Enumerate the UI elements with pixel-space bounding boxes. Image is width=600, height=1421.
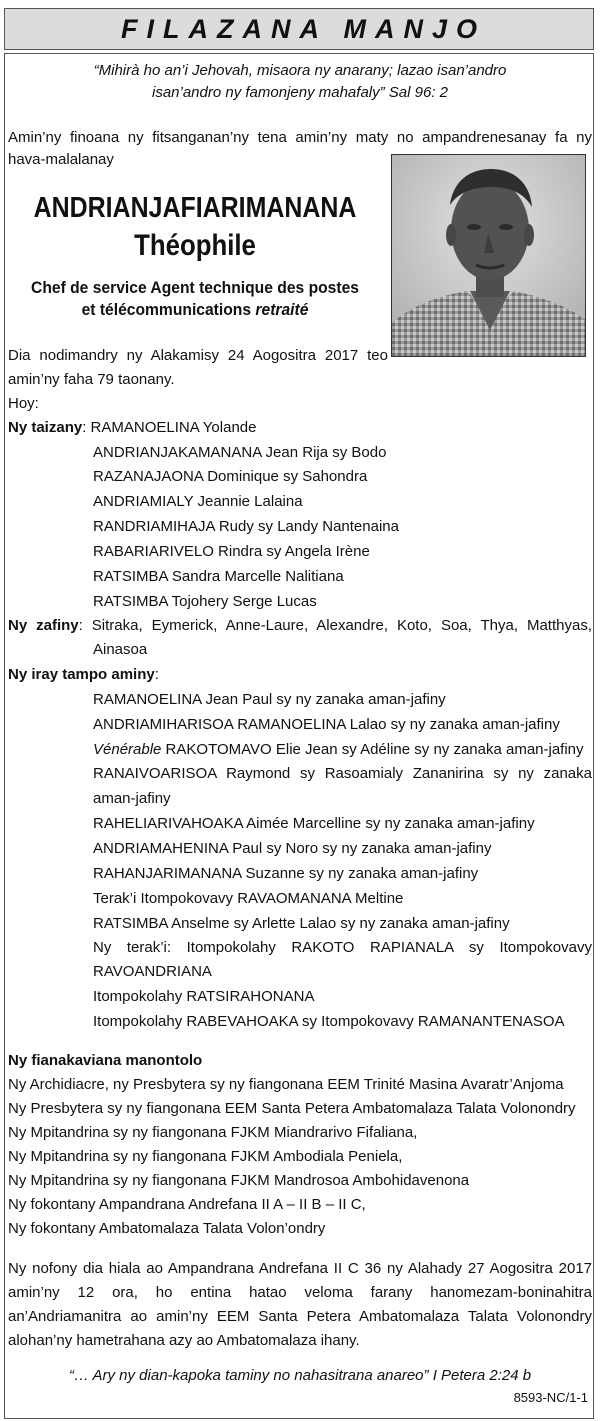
hoy-label: Hoy: [8, 395, 39, 412]
list-item: RANAIVOARISOA Raymond sy Rasoamialy Zananirina sy ny zanaka [93, 765, 592, 782]
list-item: ANDRIAMIALY Jeannie Lalaina [93, 493, 303, 510]
list-item: RAMANOELINA Jean Paul sy ny zanaka aman-jafiny [93, 691, 446, 708]
list-item: Ny Presbytera sy ny fiangonana EEM Santa Petera Ambatomalaza Talata Volonondry [8, 1100, 576, 1117]
list-item: Ny fokontany Ampandrana Andrefana II A – II B – II C, [8, 1196, 366, 1213]
reference-code: 8593-NC/1-1 [513, 1390, 588, 1405]
list-item: RATSIMBA Tojohery Serge Lucas [93, 593, 317, 610]
list-item: RANDRIAMIHAJA Rudy sy Landy Nantenaina [93, 518, 399, 535]
intro-line-1: Amin’ny finoana ny fitsanganan’ny tena amin’ny maty no ampandrenesanay fa ny [8, 129, 592, 146]
list-item: aman-jafiny [93, 790, 171, 807]
banner-title: FILAZANA MANJO [121, 14, 486, 44]
deceased-title-line-1: Chef de service Agent technique des postes [31, 278, 359, 297]
list-item: Itompokolahy RATSIRAHONANA [93, 988, 315, 1005]
list-item: RAZANAJAONA Dominique sy Sahondra [93, 468, 368, 485]
zafiny-line-2: Ainasoa [93, 641, 148, 658]
list-item: Ny Mpitandrina sy ny fiangonana FJKM Miandrarivo Fifaliana, [8, 1124, 418, 1141]
deceased-photo [391, 154, 586, 357]
list-item: RATSIMBA Anselme sy Arlette Lalao sy ny zanaka aman-jafiny [93, 915, 510, 932]
list-item: RAHANJARIMANANA Suzanne sy ny zanaka aman-jafiny [93, 865, 479, 882]
list-item: Ny Mpitandrina sy ny fiangonana FJKM Ambodiala Peniela, [8, 1148, 403, 1165]
bottom-quote: “… Ary ny dian-kapoka taminy no nahasitrana anareo” I Petera 2:24 b [68, 1367, 532, 1384]
deceased-firstname: Théophile [134, 229, 256, 262]
list-item: RAHELIARIVAHOAKA Aimée Marcelline sy ny zanaka aman-jafiny [93, 815, 535, 832]
venerable-title: Vénérable [93, 741, 162, 758]
iray-tampo-colon: : [154, 666, 159, 683]
iray-tampo-label: Ny iray tampo aminy [8, 666, 155, 683]
list-item: Ny terak’i: Itompokolahy RAKOTO RAPIANALA sy Itompokovavy [93, 939, 592, 956]
zafiny-row [8, 614, 592, 638]
death-line-2: amin’ny faha 79 taonany. [8, 371, 175, 388]
iray-tampo-heading [8, 663, 159, 687]
list-item: RATSIMBA Sandra Marcelle Nalitiana [93, 568, 344, 585]
notice-banner [4, 8, 594, 50]
intro-line-2: hava-malalanay [8, 151, 114, 168]
list-item: Ny fokontany Ambatomalaza Talata Volon’ondry [8, 1220, 326, 1237]
taizany-first: : RAMANOELINA Yolande [82, 419, 257, 436]
taizany-first-row [8, 416, 256, 440]
list-item: Ny Mpitandrina sy ny fiangonana FJKM Mandrosoa Ambohidavenona [8, 1172, 470, 1189]
zafiny-names: : Sitraka, Eymerick, Anne-Laure, Alexandre, Koto, Soa, Thya, Matthyas, [78, 617, 592, 634]
deceased-surname: ANDRIANJAFIARIMANANA [33, 192, 357, 224]
funeral-line-1: Ny nofony dia hiala ao Ampandrana Andrefana II C 36 ny Alahady 27 Aogositra 2017 [8, 1260, 592, 1277]
fianakaviana-label: Ny fianakaviana manontolo [8, 1052, 203, 1069]
fianakaviana-heading [8, 1049, 202, 1073]
funeral-line-2: amin’ny 12 ora, ho entina hatao veloma farany hanomezam-boninahitra [8, 1284, 592, 1301]
death-line-1: Dia nodimandry ny Alakamisy 24 Aogositra 2017 teo [8, 347, 388, 364]
list-item: Itompokolahy RABEVAHOAKA sy Itompokovavy RAMANANTENASOA [93, 1013, 565, 1030]
venerable-rest: RAKOTOMAVO Elie Jean sy Adéline sy ny zanaka aman-jafiny [161, 741, 584, 758]
list-item: Ny Archidiacre, ny Presbytera sy ny fiangonana EEM Trinité Masina Avaratr’Anjoma [8, 1076, 564, 1093]
list-item: RABARIARIVELO Rindra sy Angela Irène [93, 543, 370, 560]
deceased-title-line-2-main: et télécommunications [81, 300, 252, 319]
list-item: ANDRIAMIHARISOA RAMANOELINA Lalao sy ny zanaka aman-jafiny [93, 716, 560, 733]
deceased-title-line-2 [16, 299, 375, 321]
list-item: Terak’i Itompokovavy RAVAOMANANA Meltine [93, 890, 404, 907]
top-quote-line-1: “Mihirà ho an’i Jehovah, misaora ny anarany; lazao isan’andro [93, 62, 507, 79]
taizany-label: Ny taizany [8, 419, 83, 436]
funeral-line-4: alohan’ny hametrahana azy ao Ambatomalaza ihany. [8, 1332, 360, 1349]
zafiny-label: Ny zafiny [8, 617, 79, 634]
list-item: ANDRIANJAKAMANANA Jean Rija sy Bodo [93, 444, 387, 461]
list-item: RAVOANDRIANA [93, 963, 212, 980]
portrait-illustration [392, 155, 586, 357]
top-quote-line-2: isan’andro ny famonjeny mahafaly” Sal 96: 2 [151, 84, 448, 101]
list-item: ANDRIAMAHENINA Paul sy Noro sy ny zanaka aman-jafiny [93, 840, 492, 857]
list-item [93, 738, 584, 762]
funeral-line-3: an’Andriamanitra ao amin’ny EEM Santa Petera Ambatomalaza Talata Volonondry [8, 1308, 592, 1325]
deceased-title-retired: retraité [255, 300, 309, 319]
